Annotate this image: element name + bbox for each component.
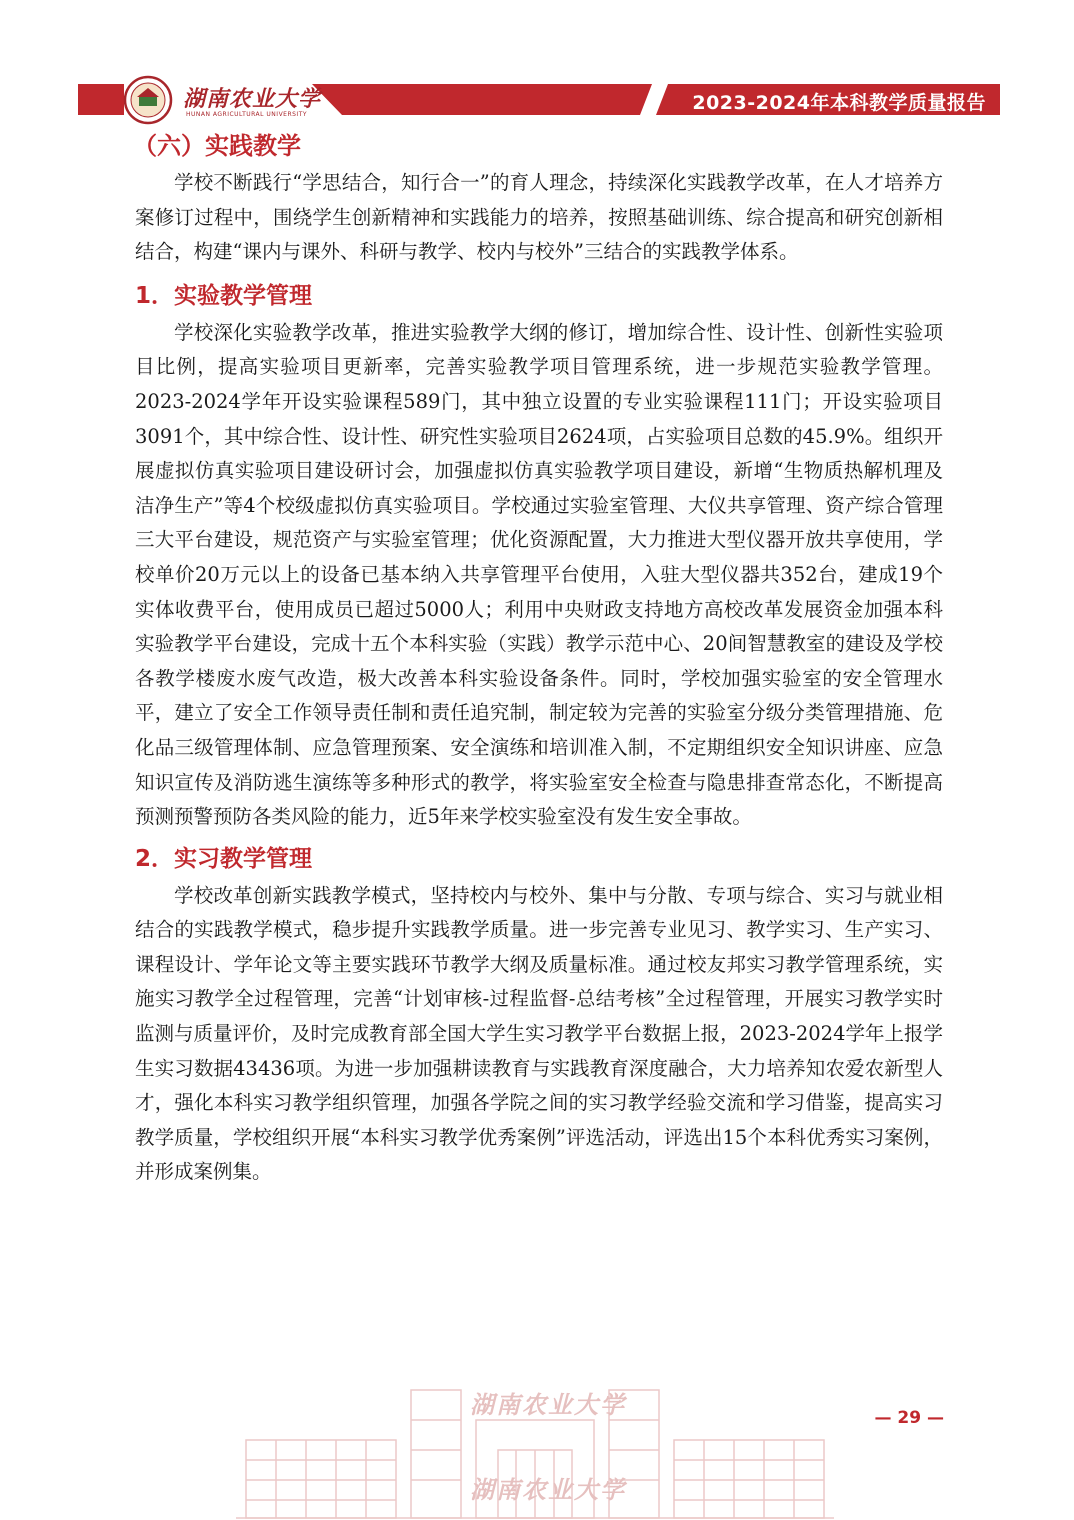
page-number: — 29 — xyxy=(874,1408,944,1428)
footer-calligraphy-watermark: 湖南农业大学 xyxy=(470,1390,626,1419)
report-title: 2023-2024年本科教学质量报告 xyxy=(692,92,986,114)
footer-calligraphy-watermark-lower: 湖南农业大学 xyxy=(470,1475,626,1504)
section-title: （六）实践教学 xyxy=(133,132,301,160)
university-emblem-icon xyxy=(125,77,171,123)
subsection-title-internship-teaching: 2．实习教学管理 xyxy=(135,845,313,872)
subsection-body-lab-teaching: 学校深化实验教学改革，推进实验教学大纲的修订，增加综合性、设计性、创新性实验项目比例，提高实验项目更新率，完善实验教学项目管理系统，进一步规范实验教学管理。2023-2024学年开设实验课程589门，其中独立设置的专业实验课程111门；开设实验项目3091个，其中综合性、设计性、研究性实验项目2624项，占实验项目总数的45.9%。组织开展虚拟仿真实验项目建设研讨会，加强虚拟仿真实验教学项目建设，新增“生物质热解机理及洁净生产”等4个校级虚拟仿真实验项目。学校通过实验室管理、大仪共享管理、资产综合管理三大平台建设，规范资产与实验室管理；优化资源配置，大力推进大型仪器开放共享使用，学校单价20万元以上的设备已基本纳入共享管理平台使用，入驻大型仪器共352台，建成19个实体收费平台，使用成员已超过5000人；利用中央财政支持地方高校改革发展资金加强本科实验教学平台建设，完成十五个本科实验（实践）教学示范中心、20间智慧教室的建设及学校各教学楼废水废气改造，极大改善本科实验设备条件。同时，学校加强实验室的安全管理水平，建立了安全工作领导责任制和责任追究制，制定较为完善的实验室分级分类管理措施、危化品三级管理体制、应急管理预案、安全演练和培训准入制，不定期组织安全知识讲座、应急知识宣传及消防逃生演练等多种形式的教学，将实验室安全检查与隐患排查常态化，不断提高预测预警预防各类风险的能力，近5年来学校实验室没有发生安全事故。 xyxy=(135,320,943,829)
university-logo-subtext: HUNAN AGRICULTURAL UNIVERSITY xyxy=(186,111,308,118)
section-intro-paragraph: 学校不断践行“学思结合，知行合一”的育人理念，持续深化实践教学改革，在人才培养方案修订过程中，围绕学生创新精神和实践能力的培养，按照基础训练、综合提高和研究创新相结合，构建“课内与课外、科研与教学、校内与校外”三结合的实践教学体系。 xyxy=(135,171,943,264)
page-header xyxy=(0,0,1074,130)
subsection-title-lab-teaching: 1．实验教学管理 xyxy=(135,282,313,309)
subsection-body-internship-teaching: 学校改革创新实践教学模式，坚持校内与校外、集中与分散、专项与综合、实习与就业相结合的实践教学模式，稳步提升实践教学质量。进一步完善专业见习、教学实习、生产实习、课程设计、学年论文等主要实践环节教学大纲及质量标准。通过校友邦实习教学管理系统，实施实习教学全过程管理，完善“计划审核-过程监督-总结考核”全过程管理，开展实习教学实时监测与质量评价，及时完成教育部全国大学生实习教学平台数据上报，2023-2024学年上报学生实习数据43436项。为进一步加强耕读教育与实践教育深度融合，大力培养知农爱农新型人才，强化本科实习教学组织管理，加强各学院之间的实习教学经验交流和学习借鉴，提高实习教学质量，学校组织开展“本科实习教学优秀案例”评选活动，评选出15个本科优秀实习案例，并形成案例集。 xyxy=(135,883,943,1184)
university-logo-text: 湖南农业大学 xyxy=(183,86,322,112)
page-content xyxy=(135,128,943,1190)
